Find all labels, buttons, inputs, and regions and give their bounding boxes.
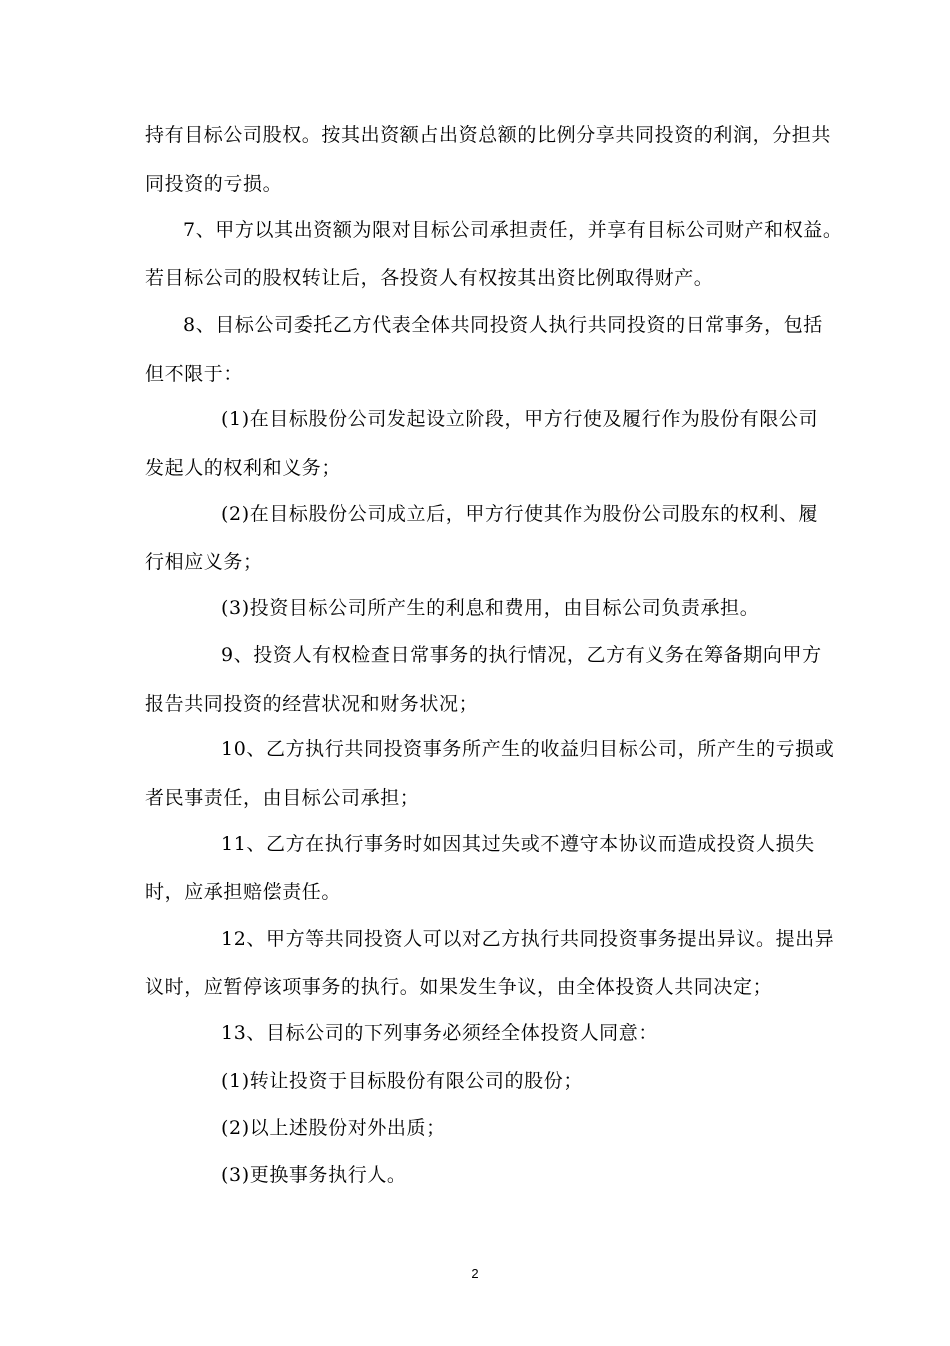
- paragraph-line: 发起人的权利和义务；: [145, 457, 342, 479]
- paragraph-line: 7、甲方以其出资额为限对目标公司承担责任，并享有目标公司财产和权益。: [183, 219, 843, 241]
- paragraph-line: 同投资的亏损。: [145, 173, 283, 195]
- paragraph-line: 9、投资人有权检查日常事务的执行情况，乙方有义务在筹备期向甲方: [221, 644, 822, 666]
- paragraph-line: 持有目标公司股权。按其出资额占出资总额的比例分享共同投资的利润，分担共: [145, 124, 832, 146]
- paragraph-line: 但不限于：: [145, 363, 244, 385]
- paragraph-line: 时，应承担赔偿责任。: [145, 881, 342, 903]
- paragraph-line: (3)更换事务执行人。: [221, 1164, 407, 1186]
- paragraph-line: (1)在目标股份公司发起设立阶段，甲方行使及履行作为股份有限公司: [221, 408, 819, 430]
- paragraph-line: 10、乙方执行共同投资事务所产生的收益归目标公司，所产生的亏损或: [221, 738, 835, 760]
- paragraph-line: (1)转让投资于目标股份有限公司的股份；: [221, 1070, 583, 1092]
- paragraph-line: 13、目标公司的下列事务必须经全体投资人同意：: [221, 1022, 658, 1044]
- paragraph-line: (2)在目标股份公司成立后，甲方行使其作为股份公司股东的权利、履: [221, 503, 819, 525]
- paragraph-line: 者民事责任，由目标公司承担；: [145, 787, 420, 809]
- paragraph-line: 行相应义务；: [145, 551, 263, 573]
- page-number: 2: [471, 1266, 479, 1281]
- paragraph-line: 12、甲方等共同投资人可以对乙方执行共同投资事务提出异议。提出异: [221, 928, 835, 950]
- paragraph-line: 8、目标公司委托乙方代表全体共同投资人执行共同投资的日常事务，包括: [183, 314, 823, 336]
- paragraph-line: 报告共同投资的经营状况和财务状况；: [145, 693, 479, 715]
- paragraph-line: 若目标公司的股权转让后，各投资人有权按其出资比例取得财产。: [145, 267, 714, 289]
- paragraph-line: (3)投资目标公司所产生的利息和费用，由目标公司负责承担。: [221, 597, 760, 619]
- paragraph-line: 议时，应暂停该项事务的执行。如果发生争议，由全体投资人共同决定；: [145, 976, 773, 998]
- paragraph-line: (2)以上述股份对外出质；: [221, 1117, 446, 1139]
- paragraph-line: 11、乙方在执行事务时如因其过失或不遵守本协议而造成投资人损失: [221, 833, 815, 855]
